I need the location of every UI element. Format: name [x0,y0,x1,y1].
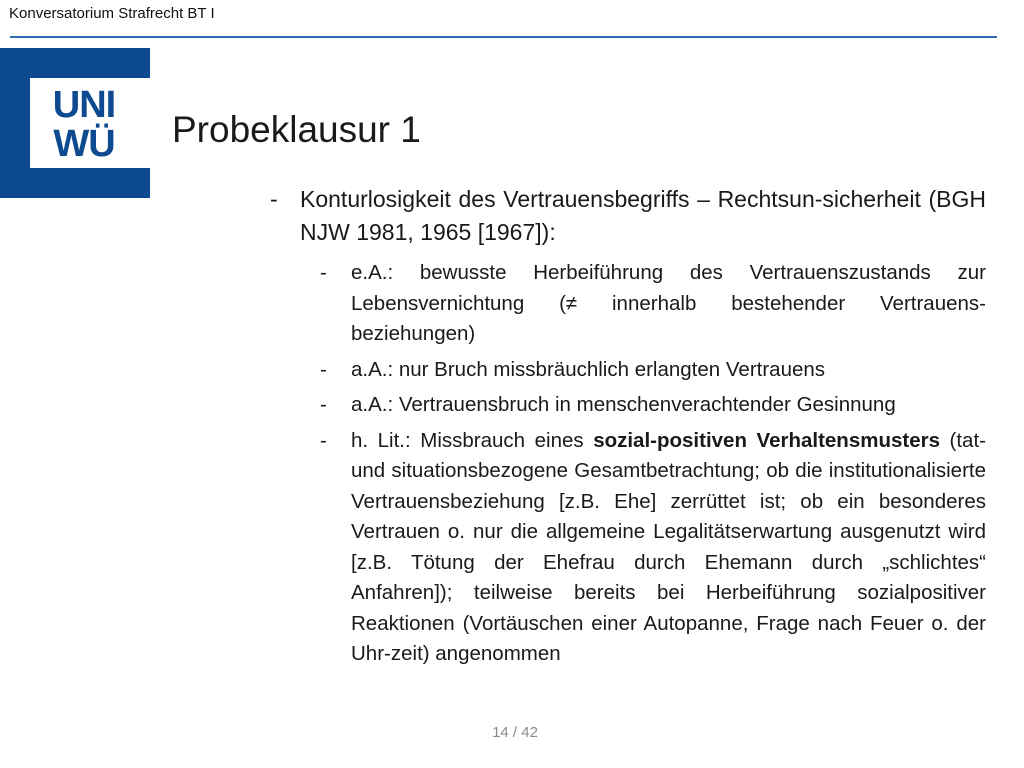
bullet-item [270,183,986,249]
logo-line-2: WÜ [53,123,115,165]
sub-bullet-text-lead: h. Lit.: Missbrauch eines [351,428,594,452]
logo-line-1: UNI [52,84,116,126]
sub-bullet-text-rest: (tat- und situationsbezogene Gesamtbetrachtung; ob die institutionalisierte Vertrauensbeziehung [z.B. Ehe] zerrüttet ist; ob ein besonderes Vertrauen o. nur die allgemeine Legalitätserwartung ausgenutzt wird [z.B. Tötung der Ehefrau durch Ehemann durch „schlichtes“ Anfahren]); teilweise bereits bei Herbeiführung sozialpositiver Reaktionen (Vortäuschen einer Autopanne, Frage nach Feuer o. der Uhr-zeit) angenommen [351,428,986,665]
sub-bullet-item [320,390,986,421]
sub-bullet-dash: - [320,261,327,284]
sub-bullet-text: a.A.: Vertrauensbruch in menschenverachtender Gesinnung [351,393,896,416]
bullet-text: Konturlosigkeit des Vertrauensbegriffs – Rechtsun-sicherheit (BGH NJW 1981, 1965 [1967]): [300,186,986,245]
sub-bullet-dash: - [320,357,327,381]
sub-bullet-dash: - [320,393,327,416]
sub-bullet-item [320,355,986,386]
course-title: Konversatorium Strafrecht BT I [9,5,215,22]
page-indicator: 14 / 42 [492,724,538,741]
slide-content [270,183,986,675]
sub-bullet-text: e.A.: bewusste Herbeiführung des Vertrauenszustands zur Lebensvernichtung (≠ innerhalb bestehender Vertrauens-beziehungen) [351,261,986,345]
sub-bullet-text: a.A.: nur Bruch missbräuchlich erlangten Vertrauens [351,357,826,381]
header-rule [10,36,997,38]
slide-title: Probeklausur 1 [172,109,421,150]
sub-bullet-item [320,258,986,350]
sub-bullet-item [320,426,986,670]
university-logo [0,48,150,198]
bullet-dash: - [270,186,278,212]
emphasis-text: sozial-positiven Verhaltensmusters [593,428,940,452]
sub-bullet-dash: - [320,428,327,452]
